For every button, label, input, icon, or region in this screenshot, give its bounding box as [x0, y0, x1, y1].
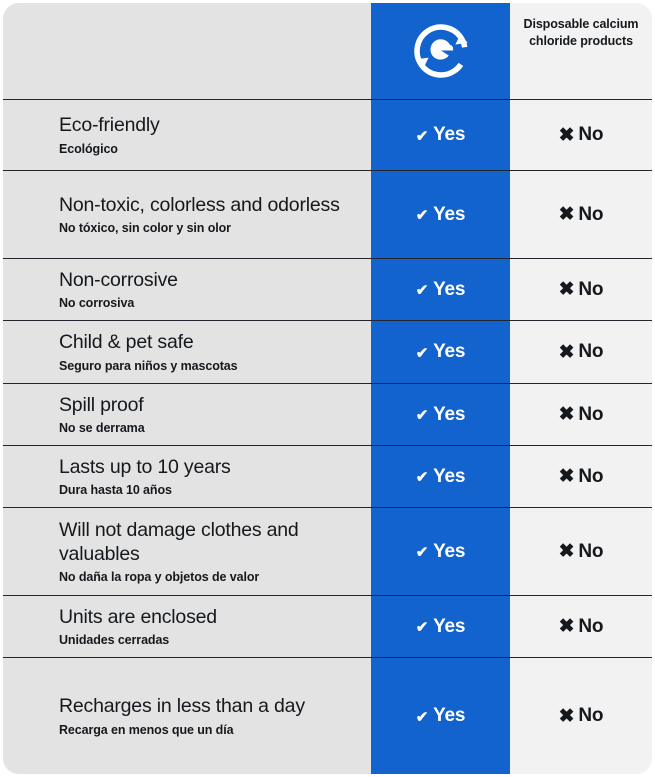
product-yes-value: [416, 541, 466, 563]
product-value-text: Yes: [433, 615, 466, 637]
header-feature-cell: [3, 3, 371, 99]
check-icon: ✔: [415, 127, 429, 145]
check-icon: ✔: [415, 708, 429, 726]
competitor-value-cell: [510, 508, 652, 595]
product-value-cell: [371, 171, 510, 258]
cross-icon: ✖: [558, 204, 575, 225]
cross-icon: ✖: [558, 279, 575, 300]
competitor-no-value: [559, 204, 604, 226]
competitor-value-text: No: [578, 403, 604, 425]
table-header-row: [3, 3, 652, 100]
product-value-cell: [371, 100, 510, 170]
product-value-cell: [371, 446, 510, 507]
competitor-value-cell: [510, 321, 652, 383]
product-yes-value: [416, 404, 466, 426]
table-row: [3, 384, 652, 446]
feature-cell: [3, 596, 371, 657]
feature-cell: [3, 508, 371, 595]
feature-label-es: No tóxico, sin color y sin olor: [59, 221, 231, 236]
comparison-table-inner: [3, 3, 652, 774]
competitor-value-cell: [510, 384, 652, 445]
check-icon: ✔: [415, 619, 429, 636]
competitor-value-text: No: [578, 124, 604, 145]
feature-cell: [3, 259, 371, 320]
cross-icon: ✖: [558, 124, 575, 146]
product-value-text: Yes: [433, 124, 466, 145]
competitor-no-value: [559, 705, 604, 727]
feature-label-en: Non-corrosive: [59, 268, 178, 291]
competitor-value-cell: [510, 596, 652, 657]
competitor-no-value: [559, 541, 604, 563]
product-value-text: Yes: [433, 203, 466, 225]
cross-icon: ✖: [558, 466, 575, 487]
product-value-text: Yes: [433, 403, 466, 425]
product-value-text: Yes: [433, 540, 466, 562]
competitor-no-value: [559, 616, 604, 638]
product-value-cell: [371, 508, 510, 595]
competitor-value-cell: [510, 259, 652, 320]
check-icon: ✔: [415, 407, 429, 424]
cross-icon: ✖: [558, 341, 575, 363]
table-row: [3, 596, 652, 658]
competitor-value-text: No: [578, 540, 604, 562]
product-value-cell: [371, 596, 510, 657]
product-yes-value: [416, 466, 466, 488]
product-yes-value: [416, 616, 466, 638]
feature-label-en: Non-toxic, colorless and odorless: [59, 193, 340, 216]
product-yes-value: [416, 124, 466, 146]
feature-label-en: Recharges in less than a day: [59, 695, 305, 718]
competitor-value-text: No: [578, 465, 604, 487]
competitor-value-cell: [510, 171, 652, 258]
feature-label-es: Recarga en menos que un día: [59, 722, 234, 737]
product-yes-value: [416, 705, 466, 727]
table-row: [3, 259, 652, 321]
table-row: [3, 658, 652, 774]
product-value-text: Yes: [433, 705, 466, 726]
product-value-text: Yes: [433, 341, 466, 362]
feature-label-es: Seguro para niños y mascotas: [59, 358, 238, 373]
cross-icon: ✖: [558, 541, 575, 562]
product-value-cell: [371, 384, 510, 445]
feature-cell: [3, 658, 371, 774]
feature-label-en: Child & pet safe: [59, 331, 194, 354]
product-value-cell: [371, 321, 510, 383]
cross-icon: ✖: [558, 616, 575, 637]
product-value-cell: [371, 658, 510, 774]
competitor-value-cell: [510, 658, 652, 774]
competitor-no-value: [559, 466, 604, 488]
feature-label-en: Lasts up to 10 years: [59, 455, 231, 478]
competitor-no-value: [559, 404, 604, 426]
feature-label-es: No se derrama: [59, 421, 145, 436]
feature-label-en: Eco-friendly: [59, 114, 160, 137]
product-yes-value: [416, 341, 466, 363]
feature-cell: [3, 321, 371, 383]
feature-label-en: Units are enclosed: [59, 605, 217, 628]
feature-cell: [3, 100, 371, 170]
competitor-value-text: No: [578, 705, 604, 726]
competitor-value-text: No: [578, 278, 604, 300]
table-row: [3, 508, 652, 596]
product-value-text: Yes: [433, 465, 466, 487]
competitor-value-cell: [510, 446, 652, 507]
table-row: [3, 321, 652, 384]
product-value-text: Yes: [433, 278, 466, 300]
product-yes-value: [416, 279, 466, 301]
feature-label-es: No daña la ropa y objetos de valor: [59, 570, 260, 585]
check-icon: ✔: [415, 207, 429, 224]
feature-label-es: No corrosiva: [59, 296, 135, 311]
competitor-no-value: [559, 279, 604, 301]
product-value-cell: [371, 259, 510, 320]
feature-cell: [3, 446, 371, 507]
feature-label-es: Dura hasta 10 años: [59, 483, 172, 498]
check-icon: ✔: [415, 344, 429, 362]
check-icon: ✔: [415, 544, 429, 561]
feature-cell: [3, 384, 371, 445]
feature-label-es: Ecológico: [59, 141, 118, 156]
header-product-cell: [371, 3, 510, 99]
feature-label-en: Will not damage clothes and valuables: [59, 518, 299, 565]
check-icon: ✔: [415, 282, 429, 299]
competitor-value-text: No: [578, 203, 604, 225]
product-yes-value: [416, 204, 466, 226]
check-icon: ✔: [415, 469, 429, 486]
competitor-no-value: [559, 124, 604, 146]
table-row: [3, 171, 652, 259]
cross-icon: ✖: [558, 404, 575, 425]
feature-label-en: Spill proof: [59, 393, 144, 416]
table-row: [3, 100, 652, 171]
feature-cell: [3, 171, 371, 258]
competitor-value-text: No: [578, 615, 604, 637]
competitor-no-value: [559, 341, 604, 363]
header-competitor-cell: [510, 3, 652, 99]
recycle-arrows-e-logo-icon: [410, 20, 472, 82]
competitor-value-cell: [510, 100, 652, 170]
table-row: [3, 446, 652, 508]
feature-label-es: Unidades cerradas: [59, 633, 170, 648]
competitor-value-text: No: [578, 341, 604, 362]
competitor-column-title: Disposable calcium chloride products: [523, 17, 639, 48]
cross-icon: ✖: [558, 705, 575, 727]
